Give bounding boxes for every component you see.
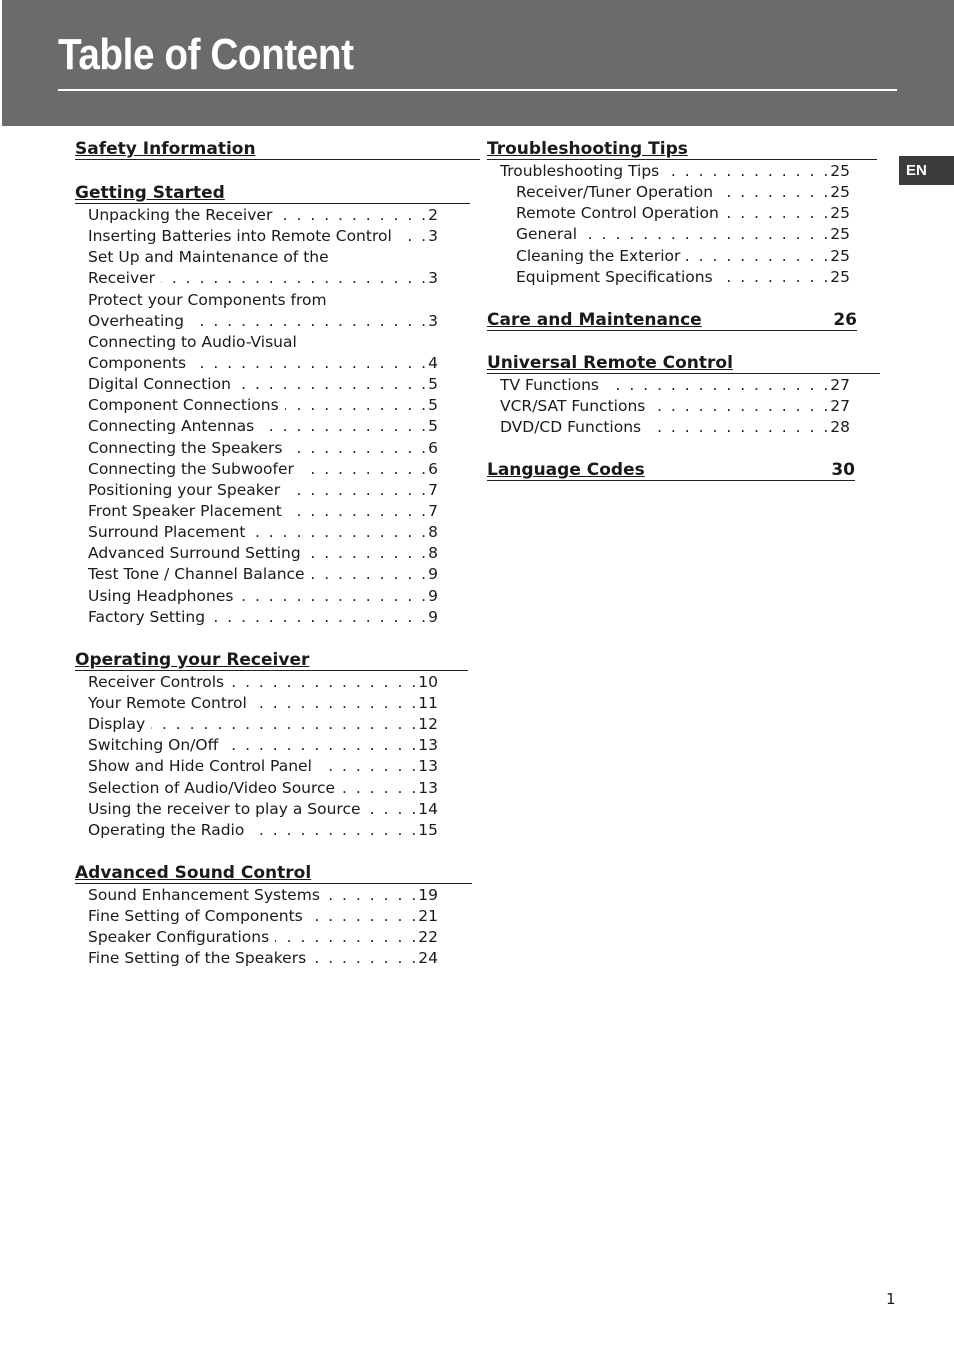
toc-entry-label: General: [516, 225, 578, 244]
toc-entry[interactable]: [516, 267, 850, 288]
toc-entry-label: Components: [88, 353, 187, 372]
section-heading-label: Troubleshooting Tips: [487, 139, 688, 159]
dot-leader: [309, 906, 419, 927]
toc-entry-label: Set Up and Maintenance of the: [88, 248, 329, 267]
toc-entry-page: 25: [830, 183, 850, 202]
toc-entry-page: 10: [418, 672, 438, 691]
toc-entry[interactable]: [516, 246, 850, 267]
toc-entry[interactable]: [88, 522, 438, 543]
toc-section-operating-your-receiver: [75, 650, 480, 841]
toc-entry-page: 25: [830, 204, 850, 223]
toc-entry-page: 9: [428, 586, 438, 605]
toc-entry-label: Fine Setting of the Speakers: [88, 949, 307, 968]
toc-entry[interactable]: [88, 543, 438, 564]
dot-leader: [312, 948, 418, 969]
toc-entry-label: Component Connections: [88, 396, 279, 415]
title-underline: [58, 89, 897, 91]
page-title: Table of Content: [58, 30, 354, 79]
section-heading[interactable]: [75, 139, 480, 160]
section-heading-label: Care and Maintenance: [487, 309, 702, 330]
dot-leader: [239, 586, 428, 607]
section-heading-label: Language Codes: [487, 460, 645, 481]
toc-right-column: [487, 139, 880, 481]
toc-entry-page: 15: [418, 820, 438, 839]
toc-entry[interactable]: [516, 182, 850, 203]
toc-entry-page: 13: [418, 736, 438, 755]
toc-entry-page: 2: [428, 206, 438, 224]
dot-leader: [288, 438, 428, 459]
dot-leader: [161, 268, 428, 289]
toc-entry-label: DVD/CD Functions: [500, 418, 642, 437]
toc-entry-label: Unpacking the Receiver: [88, 206, 273, 224]
toc-entry-label: Troubleshooting Tips: [500, 162, 660, 180]
dot-leader: [686, 246, 830, 267]
toc-entry[interactable]: [88, 927, 438, 948]
toc-entry[interactable]: [88, 799, 438, 820]
section-heading[interactable]: [487, 353, 880, 374]
toc-entry-label: TV Functions: [500, 375, 600, 394]
toc-entry[interactable]: [88, 607, 438, 628]
toc-entry-label: Front Speaker Placement: [88, 501, 282, 520]
dot-leader: [275, 927, 418, 948]
toc-entry[interactable]: [88, 395, 438, 416]
toc-entry[interactable]: [88, 290, 438, 311]
section-heading-label: Advanced Sound Control: [75, 862, 312, 883]
toc-entry[interactable]: [500, 417, 850, 438]
toc-entry[interactable]: [88, 247, 438, 268]
toc-entry-page: 25: [830, 267, 850, 286]
toc-entry-page: 27: [830, 375, 850, 394]
toc-entry-page: 8: [428, 544, 438, 563]
dot-leader: [583, 224, 830, 245]
toc-entry-label: Digital Connection: [88, 375, 231, 394]
dot-leader: [237, 374, 428, 395]
toc-entry[interactable]: [88, 501, 438, 522]
toc-entry-label: VCR/SAT Functions: [500, 396, 646, 415]
dot-leader: [300, 459, 428, 480]
dot-leader: [719, 182, 830, 203]
dot-leader: [725, 203, 830, 224]
section-page-number: 26: [833, 309, 857, 330]
toc-entry-page: 14: [418, 799, 438, 818]
toc-entry-page: 13: [418, 778, 438, 797]
toc-section-language-codes: [487, 460, 880, 481]
toc-section-advanced-sound-control: [75, 863, 480, 970]
dot-leader: [285, 395, 428, 416]
toc-entry-label: Selection of Audio/Video Source: [88, 778, 336, 797]
toc-entry-label: Factory Setting: [88, 607, 206, 626]
section-heading-label: Universal Remote Control: [487, 352, 733, 373]
toc-entry-page: 25: [830, 246, 850, 265]
toc-entry[interactable]: [88, 672, 438, 693]
toc-entry-label: Using the receiver to play a Source: [88, 799, 361, 818]
toc-entry[interactable]: [88, 756, 438, 777]
toc-entry-label: Receiver: [88, 269, 156, 288]
toc-section-safety-information: [75, 139, 480, 160]
dot-leader: [311, 564, 429, 585]
section-heading[interactable]: [487, 460, 855, 481]
toc-left-column: [75, 139, 480, 970]
dot-leader: [398, 226, 428, 247]
dot-leader: [318, 756, 418, 777]
toc-entry-page: 3: [428, 311, 438, 330]
dot-leader: [224, 735, 418, 756]
toc-entry-page: 7: [428, 501, 438, 520]
toc-entry[interactable]: [88, 735, 438, 756]
toc-entry[interactable]: [88, 459, 438, 480]
toc-entry[interactable]: [88, 778, 438, 799]
dot-leader: [250, 820, 418, 841]
toc-entry[interactable]: [88, 226, 438, 247]
toc-entry-label: Inserting Batteries into Remote Control: [88, 227, 392, 246]
dot-leader: [307, 543, 428, 564]
toc-entry[interactable]: [88, 906, 438, 927]
toc-section-universal-remote-control: [487, 353, 880, 438]
toc-entry-page: 12: [418, 715, 438, 734]
toc-entry[interactable]: [88, 564, 438, 585]
toc-entry-label: Switching On/Off: [88, 736, 219, 755]
toc-entry-label: Fine Setting of Components: [88, 907, 303, 926]
toc-entry[interactable]: [88, 353, 438, 374]
toc-section-getting-started: [75, 183, 480, 628]
toc-entry-label: Receiver/Tuner Operation: [516, 183, 714, 202]
section-page-number: 30: [831, 460, 855, 481]
toc-entry-page: 5: [428, 417, 438, 436]
toc-entry[interactable]: [88, 820, 438, 841]
section-heading[interactable]: [487, 139, 877, 160]
dot-leader: [326, 885, 418, 906]
toc-entry-label: Connecting to Audio-Visual: [88, 332, 297, 351]
toc-entry-page: 24: [418, 949, 438, 968]
toc-entry-page: 7: [428, 480, 438, 499]
toc-entry-label: Receiver Controls: [88, 672, 225, 691]
toc-entry-page: 5: [428, 396, 438, 415]
toc-entry[interactable]: [88, 948, 438, 969]
toc-entry-page: 19: [418, 885, 438, 904]
toc-entry[interactable]: [500, 396, 850, 417]
toc-entry-label: Protect your Components from: [88, 290, 327, 309]
toc-entry[interactable]: [88, 311, 438, 332]
toc-entry-page: 28: [830, 418, 850, 437]
toc-entry[interactable]: [500, 161, 850, 182]
toc-entry-label: Display: [88, 715, 146, 734]
toc-entry[interactable]: [88, 332, 438, 353]
toc-entry-label: Your Remote Control: [88, 693, 247, 712]
toc-entry-page: 25: [830, 162, 850, 180]
toc-entry-page: 27: [830, 396, 850, 415]
toc-entry[interactable]: [88, 268, 438, 289]
toc-entry[interactable]: [88, 714, 438, 735]
section-heading[interactable]: [75, 650, 468, 671]
dot-leader: [341, 778, 418, 799]
toc-section-troubleshooting-tips: [487, 139, 880, 288]
toc-entry-label: Connecting the Subwoofer: [88, 459, 294, 478]
toc-entry-label: Cleaning the Exterior: [516, 246, 681, 265]
dot-leader: [251, 522, 428, 543]
dot-leader: [665, 161, 830, 182]
section-heading-label: Getting Started: [75, 183, 225, 203]
toc-entry[interactable]: [88, 205, 438, 226]
section-heading[interactable]: [75, 863, 472, 884]
toc-entry[interactable]: [516, 224, 850, 245]
toc-entry-label: Advanced Surround Setting: [88, 544, 301, 563]
toc-entry-label: Connecting the Speakers: [88, 438, 283, 457]
section-heading-label: Safety Information: [75, 139, 256, 159]
dot-leader: [151, 714, 418, 735]
dot-leader: [286, 480, 428, 501]
toc-entry-page: 6: [428, 459, 438, 478]
dot-leader: [647, 417, 830, 438]
toc-entry[interactable]: [500, 375, 850, 396]
dot-leader: [190, 311, 428, 332]
dot-leader: [253, 693, 418, 714]
toc-entry-label: Connecting Antennas: [88, 417, 255, 436]
toc-entry-page: 4: [428, 353, 438, 372]
toc-entry[interactable]: [88, 586, 438, 607]
toc-entry-page: 5: [428, 375, 438, 394]
toc-entry-page: 21: [418, 907, 438, 926]
toc-entry[interactable]: [88, 480, 438, 501]
toc-entry-page: 13: [418, 757, 438, 776]
toc-entry[interactable]: [516, 203, 850, 224]
dot-leader: [211, 607, 428, 628]
toc-entry-label: Show and Hide Control Panel: [88, 757, 312, 776]
toc-entry[interactable]: [88, 438, 438, 459]
section-heading-label: Operating your Receiver: [75, 649, 310, 670]
toc-entry-page: 9: [428, 607, 438, 626]
toc-entry-page: 25: [830, 225, 850, 244]
section-heading[interactable]: [487, 310, 857, 331]
toc-entry-label: Sound Enhancement Systems: [88, 885, 320, 904]
toc-entry-label: Positioning your Speaker: [88, 480, 281, 499]
dot-leader: [605, 375, 830, 396]
toc-entry-page: 3: [428, 269, 438, 288]
toc-entry-label: Remote Control Operation: [516, 204, 719, 223]
toc-entry-page: 11: [418, 693, 438, 712]
dot-leader: [288, 501, 428, 522]
dot-leader: [192, 353, 428, 374]
dot-leader: [278, 205, 428, 226]
toc-entry-label: Using Headphones: [88, 586, 234, 605]
toc-entry-label: Equipment Specifications: [516, 267, 713, 286]
toc-entry[interactable]: [88, 416, 438, 437]
toc-entry-page: 3: [428, 227, 438, 246]
toc-section-care-and-maintenance: [487, 310, 880, 331]
toc-entry-page: 8: [428, 523, 438, 542]
dot-leader: [230, 672, 418, 693]
toc-entry-label: Speaker Configurations: [88, 928, 270, 947]
toc-entry[interactable]: [88, 693, 438, 714]
dot-leader: [719, 267, 831, 288]
dot-leader: [367, 799, 419, 820]
toc-entry-label: Operating the Radio: [88, 820, 245, 839]
toc-entry[interactable]: [88, 885, 438, 906]
dot-leader: [651, 396, 830, 417]
toc-entry-label: Overheating: [88, 311, 184, 330]
toc-entry-label: Surround Placement: [88, 523, 246, 542]
toc-entry-page: 9: [428, 565, 438, 584]
toc-entry[interactable]: [88, 374, 438, 395]
language-tab: EN: [899, 156, 954, 185]
dot-leader: [260, 416, 428, 437]
page-number: 1: [886, 1290, 896, 1308]
section-heading[interactable]: [75, 183, 470, 204]
toc-entry-page: 6: [428, 438, 438, 457]
toc-entry-page: 22: [418, 928, 438, 947]
toc-entry-label: Test Tone / Channel Balance: [88, 565, 305, 584]
